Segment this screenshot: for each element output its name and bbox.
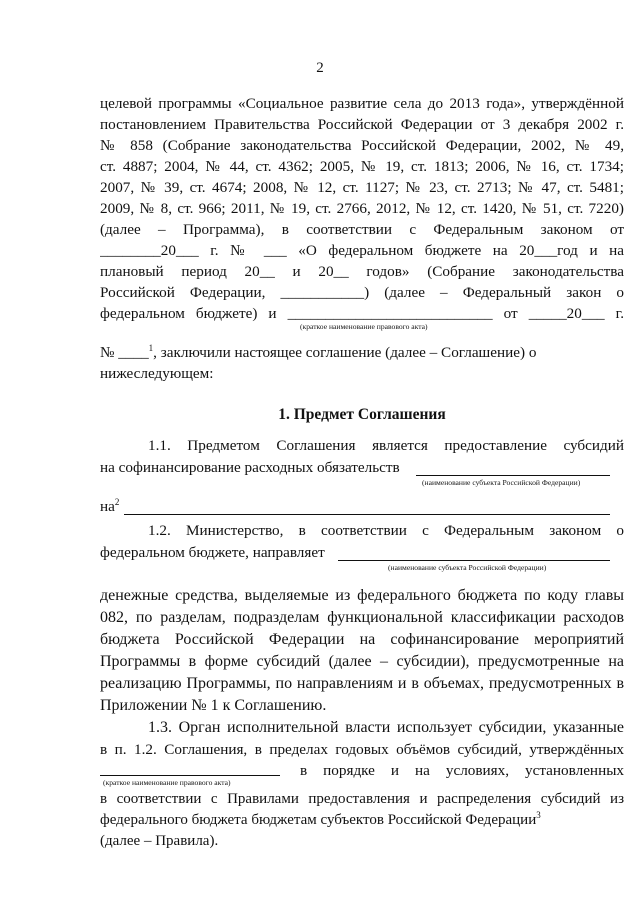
footnote-ref-2: 2 <box>114 497 120 507</box>
na-text: на <box>100 498 115 515</box>
clause-1-2-body: Программы в форме субсидий (далее – субсидии), предусмотренные на <box>100 653 624 670</box>
clause-1-2-body: денежные средства, выделяемые из федерального бюджета по коду главы <box>100 587 624 604</box>
clause-1-3-tail <box>100 811 624 830</box>
intro-last-line: нижеследующем: <box>100 365 214 382</box>
number-field: № ____ <box>100 344 149 361</box>
clause-1-3-tail: в соответствии с Правилами предоставления и распределения субсидий из <box>100 791 624 807</box>
intro-line: № 858 (Собрание законодательства Российской Федерации, 2002, № 49, <box>100 137 624 154</box>
agreement-clause-text: , заключили настоящее соглашение (далее – Соглашение) о <box>153 344 537 361</box>
blank-line <box>416 475 610 476</box>
footnote-ref-3: 3 <box>536 810 541 820</box>
clause-1-2-line: федеральном бюджете, направляет <box>100 544 325 561</box>
blank-line <box>124 514 610 515</box>
clause-1-2-body: 082, по разделам, подразделам функциональной классификации расходов <box>100 609 624 626</box>
footnote-ref-1: 1 <box>148 343 154 353</box>
agreement-clause-line <box>100 343 624 362</box>
clause-1-1-line: на софинансирование расходных обязательств <box>100 459 400 476</box>
intro-line: целевой программы «Социальное развитие села до 2013 года», утверждённой <box>100 95 624 112</box>
clause-1-2-line: 1.2. Министерство, в соответствии с Федеральным законом о <box>148 522 624 539</box>
clause-1-3-last: (далее – Правила). <box>100 833 219 849</box>
intro-line: 2009, № 8, ст. 966; 2011, № 19, ст. 2766, 2012, № 12, ст. 1420, № 51, ст. 7220) <box>100 200 624 217</box>
page-number: 2 <box>316 60 324 76</box>
section-heading: 1. Предмет Соглашения <box>278 406 446 423</box>
clause-1-2-body: реализацию Программы, по направлениям и в объемах, предусмотренных в <box>100 675 624 692</box>
intro-line: ст. 4887; 2004, № 44, ст. 4362; 2005, № 19, ст. 1813; 2006, № 16, ст. 1734; <box>100 158 624 175</box>
clause-1-1-line: 1.1. Предметом Соглашения является предоставление субсидий <box>148 437 624 454</box>
intro-line: Российской Федерации, ___________) (далее – Федеральный закон о <box>100 284 624 301</box>
caption-legal-act: (краткое наименование правового акта) <box>103 778 231 787</box>
clause-1-3-line: в порядке и на условиях, установленных <box>300 762 624 779</box>
blank-line <box>338 560 610 561</box>
intro-line: (далее – Программа), в соответствии с Федеральным законом от <box>100 221 624 238</box>
clause-1-3-line: 1.3. Орган исполнительной власти использует субсидии, указанные <box>148 719 624 736</box>
clause-1-3-line: в п. 1.2. Соглашения, в пределах годовых объёмов субсидий, утверждённых <box>100 741 624 758</box>
clause-1-2-body: бюджета Российской Федерации на софинансирование мероприятий <box>100 631 624 648</box>
caption-subject: (наименование субъекта Российской Федерации) <box>388 563 547 572</box>
clause-1-2-body: Приложении № 1 к Соглашению. <box>100 697 327 714</box>
intro-line: ________20___ г. № ___ «О федеральном бюджете на 20___год и на <box>100 242 624 259</box>
intro-line: федеральном бюджете) и ___________________________ от _____20___ г. <box>100 305 624 322</box>
intro-line: постановлением Правительства Российской Федерации от 3 декабря 2002 г. <box>100 116 624 133</box>
caption-legal-act: (краткое наименование правового акта) <box>300 322 428 331</box>
clause-1-3-tail-text: федерального бюджета бюджетам субъектов Российской Федерации <box>100 812 537 828</box>
intro-line: плановый период 20__ и 20__ годов» (Собрание законодательства <box>100 263 624 280</box>
intro-line: 2007, № 39, ст. 4674; 2008, № 12, ст. 1127; № 23, ст. 2713; № 47, ст. 5481; <box>100 179 624 196</box>
caption-subject: (наименование субъекта Российской Федерации) <box>422 478 581 487</box>
blank-line <box>100 775 280 776</box>
